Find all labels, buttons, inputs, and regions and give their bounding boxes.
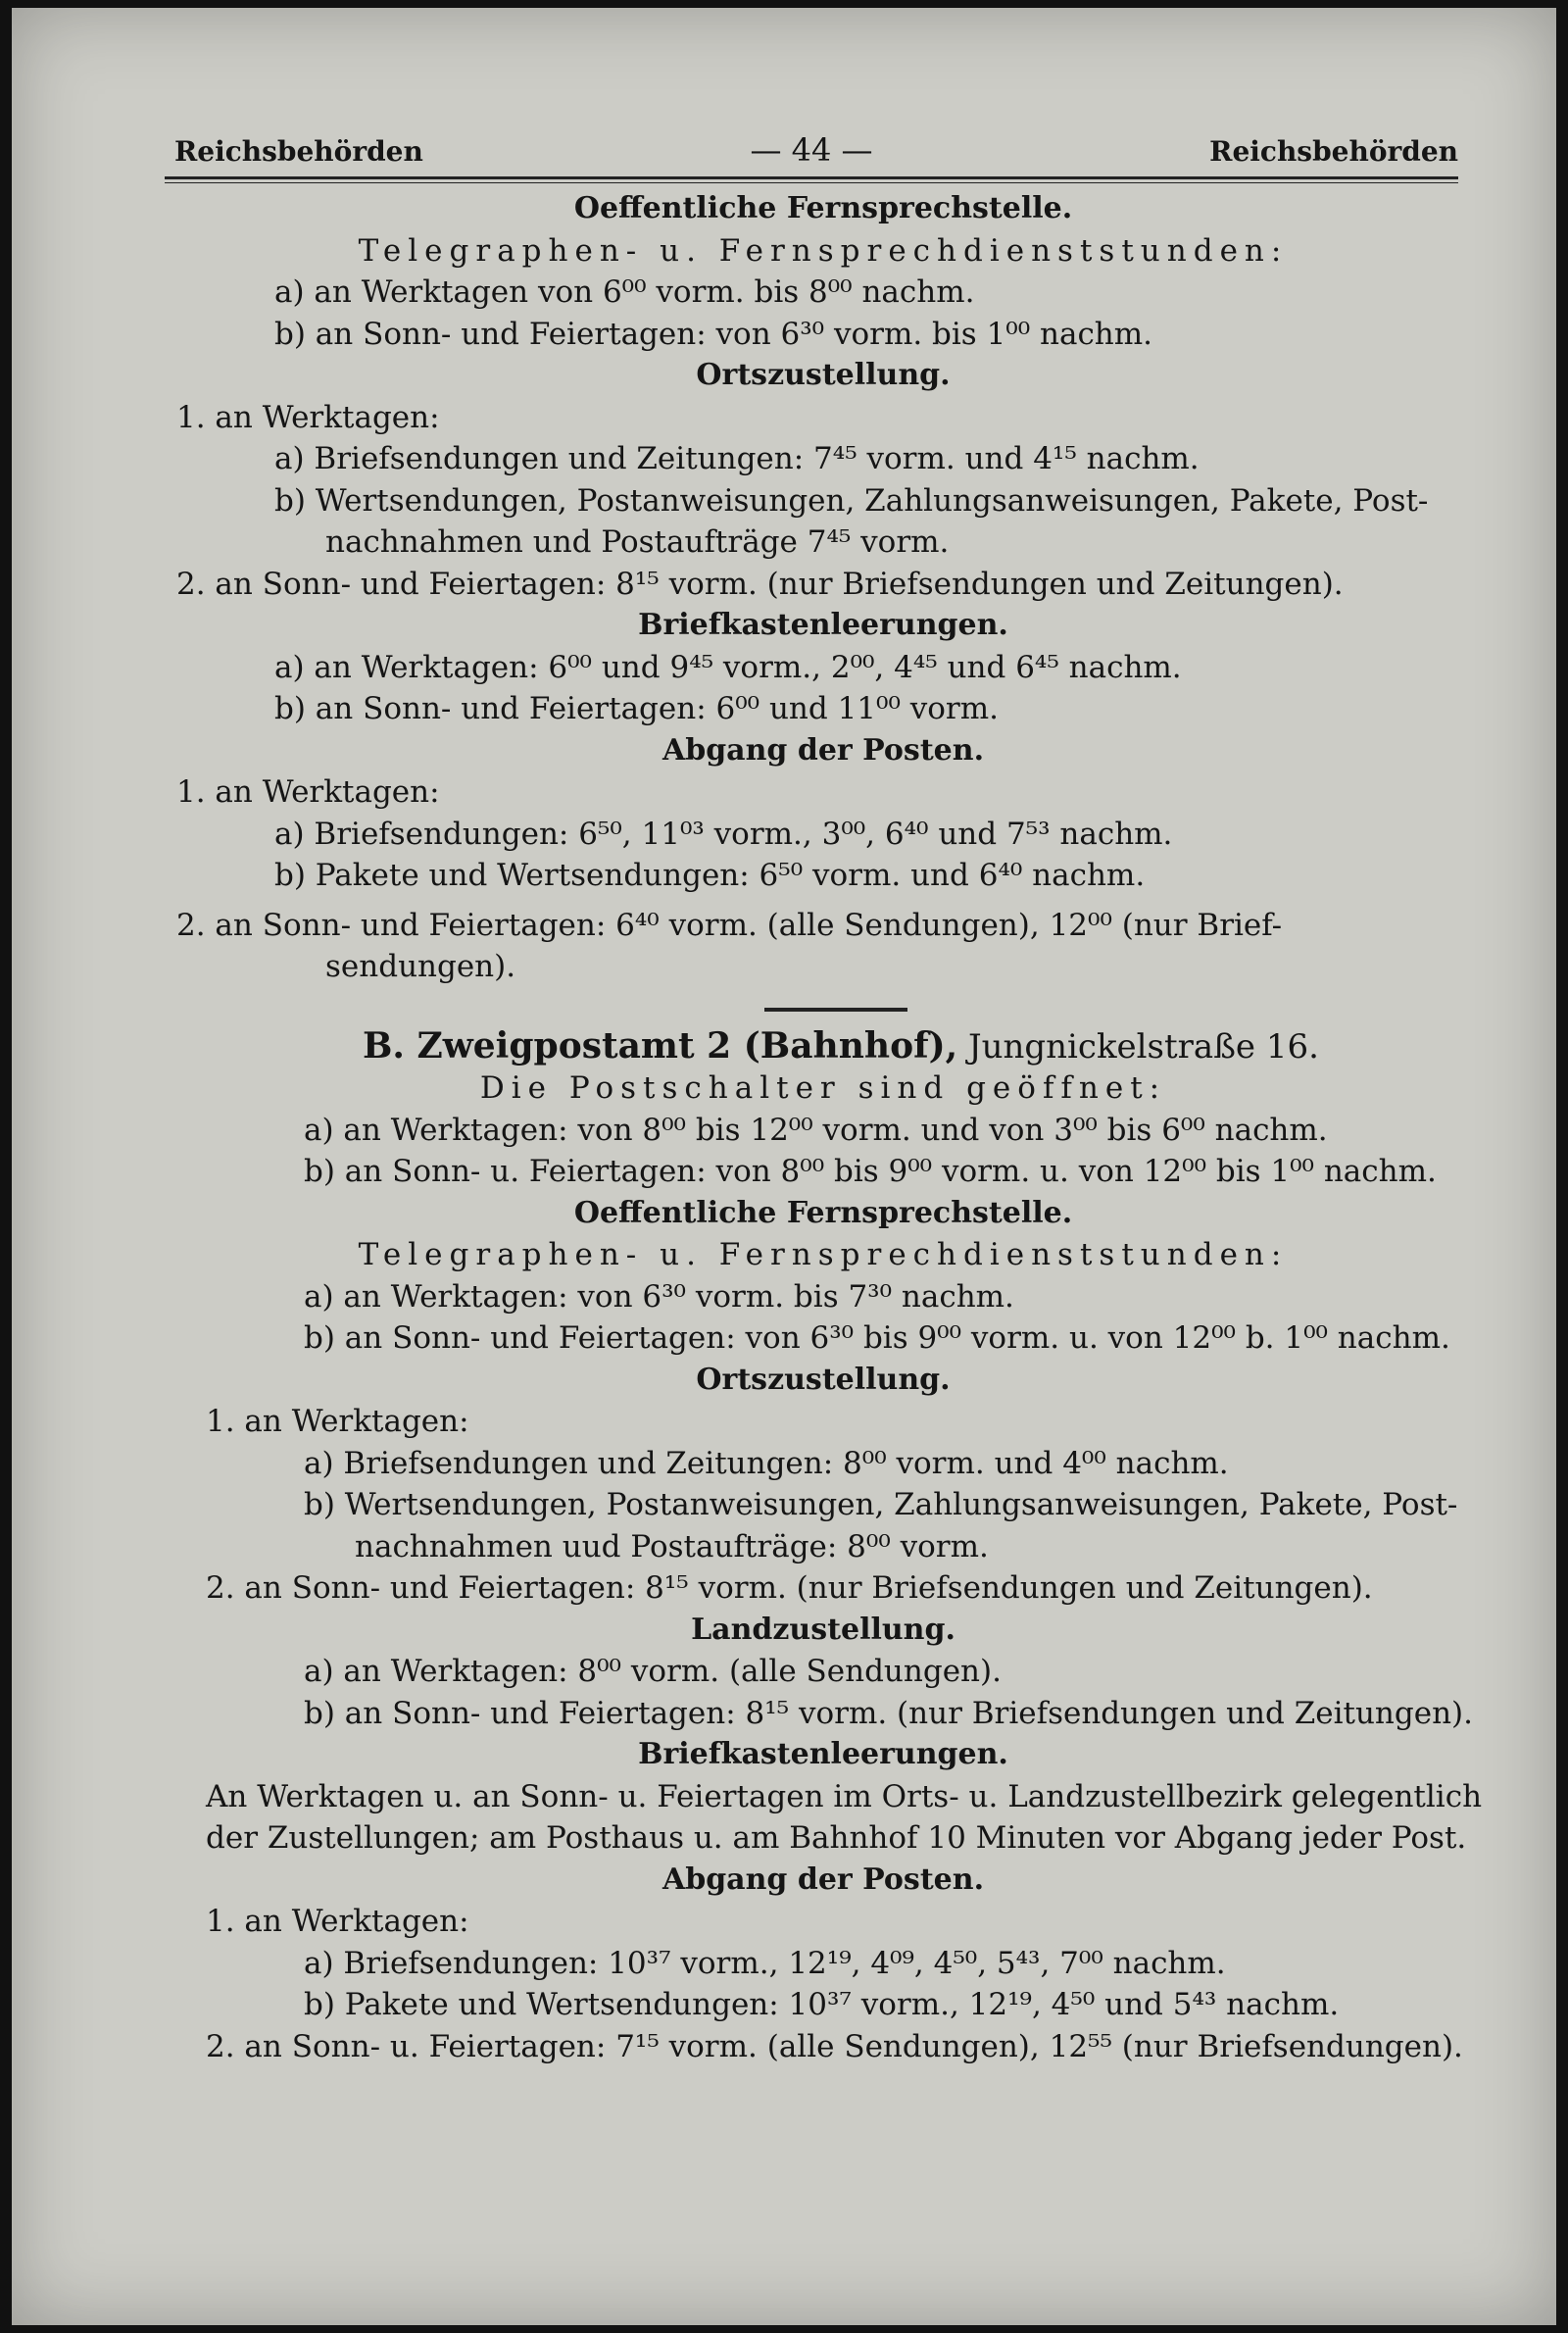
page-number: — 44 — [750, 131, 873, 169]
text-line: der Zustellungen; am Posthaus u. am Bahnhof 10 Minuten vor Abgang jeder Post. [206, 1820, 1467, 1856]
section-address: Jungnickelstraße 16. [967, 1026, 1319, 1067]
section-heading: Ortszustellung. [696, 1362, 951, 1397]
text-line: b) Pakete und Wertsendungen: 10³⁷ vorm., 12¹⁹, 4⁵⁰ und 5⁴³ nachm. [304, 1987, 1340, 2022]
section-subheading: Telegraphen- u. Fernsprechdienststunden: [358, 232, 1289, 269]
header-rule-thin [165, 182, 1458, 183]
text-line: a) Briefsendungen: 10³⁷ vorm., 12¹⁹, 4⁰⁹, 4⁵⁰, 5⁴³, 7⁰⁰ nachm. [304, 1945, 1226, 1981]
text-line: b) Wertsendungen, Postanweisungen, Zahlungsanweisungen, Pakete, Post- [304, 1487, 1458, 1522]
text-line: 2. an Sonn- und Feiertagen: 8¹⁵ vorm. (nur Briefsendungen und Zeitungen). [206, 1570, 1373, 1606]
section-heading: Landzustellung. [691, 1612, 956, 1647]
section-separator [764, 1008, 907, 1012]
page-content [167, 188, 1483, 2067]
text-line: 1. an Werktagen: [176, 774, 440, 810]
section-heading: Oeffentliche Fernsprechstelle. [573, 1195, 1073, 1230]
text-line: An Werktagen u. an Sonn- u. Feiertagen im Orts- u. Landzustellbezirk gelegentlich [206, 1778, 1483, 1814]
text-line: 1. an Werktagen: [206, 1904, 469, 1939]
text-line: 2. an Sonn- und Feiertagen: 8¹⁵ vorm. (nur Briefsendungen und Zeitungen). [176, 566, 1344, 602]
section-heading: Oeffentliche Fernsprechstelle. [573, 191, 1073, 225]
section-heading: Abgang der Posten. [662, 1861, 985, 1897]
text-line: a) an Werktagen von 6⁰⁰ vorm. bis 8⁰⁰ nachm. [274, 274, 975, 310]
section-subheading: Die Postschalter sind geöffnet: [479, 1070, 1167, 1106]
text-line: a) Briefsendungen: 6⁵⁰, 11⁰³ vorm., 3⁰⁰, 6⁴⁰ und 7⁵³ nachm. [274, 816, 1173, 852]
text-line: a) Briefsendungen und Zeitungen: 7⁴⁵ vorm. und 4¹⁵ nachm. [274, 441, 1200, 476]
section-heading: Abgang der Posten. [662, 732, 985, 768]
section-heading: Briefkastenleerungen. [638, 608, 1008, 642]
text-line: a) an Werktagen: von 6³⁰ vorm. bis 7³⁰ nachm. [304, 1278, 1014, 1315]
section-heading: Briefkastenleerungen. [638, 1737, 1008, 1771]
header-left: Reichsbehörden [174, 135, 423, 168]
section-subheading: Telegraphen- u. Fernsprechdienststunden: [358, 1237, 1289, 1272]
header-right: Reichsbehörden [1209, 135, 1458, 168]
text-line: a) an Werktagen: 8⁰⁰ vorm. (alle Sendungen). [304, 1654, 1002, 1689]
text-line: b) Wertsendungen, Postanweisungen, Zahlungsanweisungen, Pakete, Post- [274, 482, 1429, 519]
section-title [167, 1025, 1480, 1068]
text-line: b) an Sonn- und Feiertagen: von 6³⁰ bis 9⁰⁰ vorm. u. von 12⁰⁰ b. 1⁰⁰ nachm. [304, 1320, 1450, 1356]
text-line: a) an Werktagen: 6⁰⁰ und 9⁴⁵ vorm., 2⁰⁰, 4⁴⁵ und 6⁴⁵ nachm. [274, 649, 1182, 685]
text-line: b) an Sonn- und Feiertagen: 6⁰⁰ und 11⁰⁰ vorm. [274, 691, 999, 726]
section-heading: Ortszustellung. [696, 358, 951, 392]
text-line: 2. an Sonn- u. Feiertagen: 7¹⁵ vorm. (alle Sendungen), 12⁵⁵ (nur Briefsendungen). [206, 2028, 1463, 2064]
text-line: 2. an Sonn- und Feiertagen: 6⁴⁰ vorm. (alle Sendungen), 12⁰⁰ (nur Brief- [176, 907, 1283, 943]
text-line: b) an Sonn- und Feiertagen: 8¹⁵ vorm. (nur Briefsendungen und Zeitungen). [304, 1695, 1474, 1731]
page-header [165, 127, 1458, 174]
section-title-main: B. Zweigpostamt 2 (Bahnhof), [363, 1024, 958, 1067]
text-line: b) an Sonn- und Feiertagen: von 6³⁰ vorm. bis 1⁰⁰ nachm. [274, 316, 1153, 352]
text-line: nachnahmen und Postaufträge 7⁴⁵ vorm. [325, 524, 950, 560]
header-rule [165, 176, 1458, 179]
text-line: sendungen). [325, 949, 516, 984]
text-line: 1. an Werktagen: [176, 399, 440, 435]
text-line: b) Pakete und Wertsendungen: 6⁵⁰ vorm. und 6⁴⁰ nachm. [274, 858, 1146, 893]
text-line: a) Briefsendungen und Zeitungen: 8⁰⁰ vorm. und 4⁰⁰ nachm. [304, 1445, 1229, 1481]
text-line: 1. an Werktagen: [206, 1404, 469, 1439]
text-line: b) an Sonn- u. Feiertagen: von 8⁰⁰ bis 9⁰⁰ vorm. u. von 12⁰⁰ bis 1⁰⁰ nachm. [304, 1154, 1437, 1189]
text-line: a) an Werktagen: von 8⁰⁰ bis 12⁰⁰ vorm. und von 3⁰⁰ bis 6⁰⁰ nachm. [304, 1112, 1328, 1148]
text-line: nachnahmen uud Postaufträge: 8⁰⁰ vorm. [355, 1528, 989, 1564]
